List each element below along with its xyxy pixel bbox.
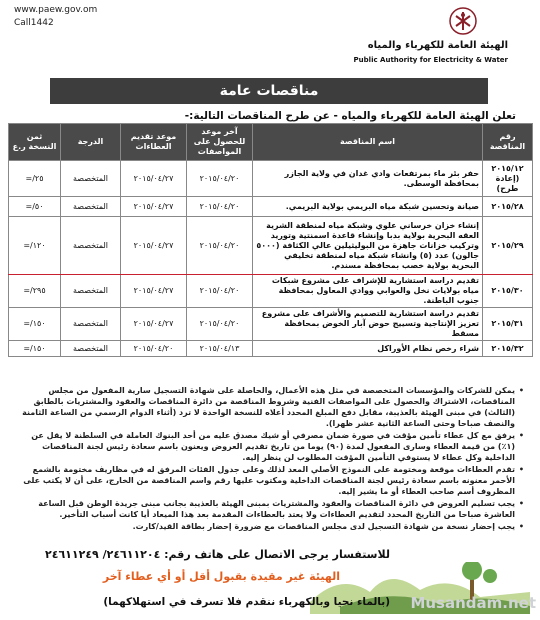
table-row (9, 308, 533, 341)
oman-emblem-icon (448, 6, 478, 36)
grade: المتخصصة (61, 217, 121, 275)
price: ١٥٠/= (9, 308, 61, 341)
tender-number: ٢٠١٥/٢٩ (483, 217, 533, 275)
price: ١٥٠/= (9, 341, 61, 357)
table-row (9, 341, 533, 357)
bid-date: ٢٠١٥/٠٤/٢٧ (121, 197, 187, 217)
spec-deadline: ٢٠١٥/٠٤/٢٠ (187, 308, 253, 341)
tender-number: ٢٠١٥/٢٨ (483, 197, 533, 217)
list-item: • يمكن للشركات والمؤسسات المتخصصة في مثل هذه الأعمال، والحاصلة على شهادة التسجيل سارية المفعول من مجلس المناقصات، الاشتراك والحصول على المواصفات الفنية وشروط المناقصة من دائرة المناقصات والعقود والمشتريات بالطابق (الثالث) في مبنى الهيئة بالعذيبة، مقابل دفع المبلغ المحدد أعلاه للنسخة الواحدة لا ترد (أثناء الدوام الرسمي من الساعة الثامنة والنصف صباحا وحتى الساعة الثانية عشر ظهرا). (16, 385, 524, 429)
tender-name: شراء رخص نظام الأوراكل (253, 341, 483, 357)
list-item: • يجب إحضار نسخة من شهادة التسجيل لدى مجلس المناقصات مع ضرورة إحضار بطاقة القيد/كارت. (16, 521, 524, 532)
table-row-highlighted (9, 217, 533, 275)
spec-deadline: ٢٠١٥/٠٤/١٣ (187, 341, 253, 357)
bid-date: ٢٠١٥/٠٤/٢٧ (121, 308, 187, 341)
spec-deadline: ٢٠١٥/٠٤/٢٠ (187, 275, 253, 308)
terms-list (16, 385, 524, 533)
col-tender-name: اسم المناقصة (253, 124, 483, 161)
spec-deadline: ٢٠١٥/٠٤/٢٠ (187, 197, 253, 217)
col-grade: الدرجة (61, 124, 121, 161)
price: ٢٩٥/= (9, 275, 61, 308)
price: ١٢٠/= (9, 217, 61, 275)
tender-name: إنشاء خزان خرساني علوي وشبكة مياه لمنطقة الشرية العقه البحرية بولاية بدبا وإنشاء قاعدة اسمنتية وتوريد وتركيب خزانات جاهزة من البوليثيلين عالي الكثافة (٥٠٠٠ جالون) عدد (٥) وانشاء شبكة مياه لمنطقة تخليفي البحرية بولاية خصب بمحافظة مسندم. (253, 217, 483, 275)
tender-name: حفر بئر ماء بمرتفعات وادي غدان في ولاية الجازر بمحافظة الوسطى. (253, 161, 483, 197)
bid-date: ٢٠١٥/٠٤/٢٧ (121, 161, 187, 197)
bid-date: ٢٠١٥/٠٤/٢٧ (121, 217, 187, 275)
col-bid-date: موعد تقديم العطاءات (121, 124, 187, 161)
table-row (9, 275, 533, 308)
grade: المتخصصة (61, 308, 121, 341)
table-header-row (9, 124, 533, 161)
org-name-english: Public Authority for Electricity & Water (353, 56, 508, 64)
conservation-slogan: (بالماء نحيا وبالكهرباء ننقدم فلا تسرف في استهلاكهما) (103, 596, 390, 608)
bid-date: ٢٠١٥/٠٤/٢٠ (121, 341, 187, 357)
watermark: Musandam.net (410, 594, 536, 612)
spec-deadline: ٢٠١٥/٠٤/٢٠ (187, 161, 253, 197)
grade: المتخصصة (61, 197, 121, 217)
col-tender-number: رقم المناقصة (483, 124, 533, 161)
table-row (9, 197, 533, 217)
page-title: مناقصات عامة (50, 78, 488, 104)
grade: المتخصصة (61, 161, 121, 197)
spec-deadline: ٢٠١٥/٠٤/٢٠ (187, 217, 253, 275)
org-name-arabic: الهيئة العامة للكهرباء والمياه (367, 40, 508, 51)
price: ٢٥/= (9, 161, 61, 197)
list-item: • يرفق مع كل عطاء تأمين مؤقت في صورة ضمان مصرفي أو شيك مصدق عليه من أحد البنوك العاملة في السلطنة لا يقل عن (١٪) من قيمة العطاء وسارى المفعول لمدة (٩٠) يوما من تاريخ تقديم العروض ويعنون باسم سعادة رئيس لجنة المناقصات الداخلية وكل عطاء لا يستوفي التأمين المؤقت المطلوب لن ينظر إليه. (16, 430, 524, 463)
table-row (9, 161, 533, 197)
tender-name: تقديم دراسة استشارية للتصميم والأشراف على مشروع تعزيز الإنتاجية وتسييج حوض آبار الخوض بمحافظة مسقط (253, 308, 483, 341)
tender-name: صيانة وتحسين شبكة مياه البريمي بولاية البريمي. (253, 197, 483, 217)
website-link[interactable]: www.paew.gov.om (14, 5, 98, 15)
contact-phone: للاستفسار يرجى الاتصال على هاتف رقم: ٢٤٦١١٢٠٤/ ٢٤٦١١٢٤٩ (45, 548, 390, 561)
col-price: ثمن النسخة ر.ع (9, 124, 61, 161)
promo-message: الهيئة غير مقيدة بقبول أقل أو أي عطاء آخر (102, 570, 340, 583)
tender-number: ٢٠١٥/٣٢ (483, 341, 533, 357)
list-item: • تقدم العطاءات موقعة ومختومة على النموذج الأصلي المعد لذلك وعلى جدول الفئات المرفق له في مظاريف مختومة بالشمع الأحمر معنونه باسم سعادة رئيس لجنة المناقصات الداخلية ومكتوب عليها رقم واسم المناقصة من الخارج، على أن لا يكتب على المظروف أسم صاحب العطاء أو ما يشير إليه. (16, 464, 524, 497)
grade: المتخصصة (61, 275, 121, 308)
tenders-grid (8, 123, 533, 357)
price: ٥٠/= (9, 197, 61, 217)
tender-number: ٢٠١٥/٣٠ (483, 275, 533, 308)
announcement-subtitle: تعلن الهيئة العامة للكهرباء والمياه - عن طرح المناقصات التالية:- (184, 110, 516, 122)
grade: المتخصصة (61, 341, 121, 357)
tender-number: ٢٠١٥/٣١ (483, 308, 533, 341)
tender-number: ٢٠١٥/١٢ (إعادة طرح) (483, 161, 533, 197)
bid-date: ٢٠١٥/٠٤/٢٧ (121, 275, 187, 308)
call-number: Call1442 (14, 18, 54, 28)
tender-name: تقديم دراسة استشارية للإشراف على مشروع شبكات مياه بولايات نخل والعوابي ووادي المعاول بمحافظة جنوب الباطنة. (253, 275, 483, 308)
header-contact (14, 4, 97, 30)
col-spec-deadline: آخر موعد للحصول على المواصفات (187, 124, 253, 161)
list-item: • يجب تسليم العروض في دائرة المناقصات والعقود والمشتريات بمبنى الهيئة بالعذيبة بجانب مبنى جريدة الوطن قبل الساعة العاشرة صباحا من التاريخ المحدد لتقديم العطاءات ولا يعتد بالعطاءات المقدمة بعد هذا الميعاد أيا كانت أسباب التأخير. (16, 498, 524, 520)
tenders-table (8, 123, 532, 357)
